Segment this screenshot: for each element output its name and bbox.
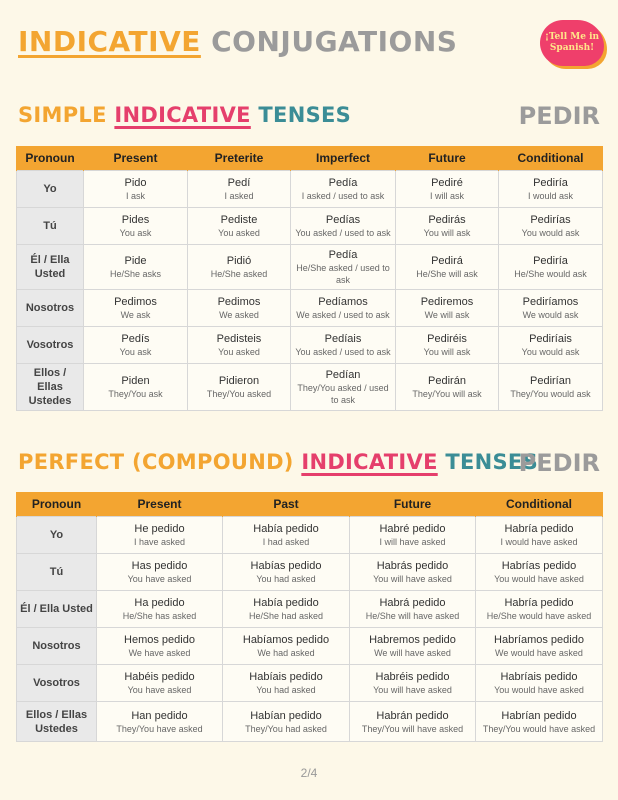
english-translation: He/She asked / used to ask bbox=[296, 263, 390, 285]
english-translation: You will have asked bbox=[373, 574, 452, 584]
spanish-form: Hemos pedido bbox=[124, 634, 195, 646]
english-translation: They/You had asked bbox=[245, 723, 327, 734]
english-translation: You would ask bbox=[521, 347, 580, 357]
conjugation-cell bbox=[97, 591, 223, 628]
spanish-form: Pedimos bbox=[217, 296, 261, 308]
conjugation-cell bbox=[223, 517, 350, 554]
conjugation-cell bbox=[350, 665, 476, 702]
perfect-title-word1: PERFECT (COMPOUND) bbox=[18, 450, 294, 474]
spanish-form: Pido bbox=[124, 177, 147, 189]
english-translation: They/You will have asked bbox=[361, 723, 464, 734]
spanish-form: Habréis pedido bbox=[375, 671, 450, 683]
conjugation-cell bbox=[396, 327, 499, 364]
conjugation-cell bbox=[396, 245, 499, 290]
conjugation-cell bbox=[223, 702, 350, 742]
spanish-form: Pedisteis bbox=[216, 333, 262, 345]
table-header-row bbox=[17, 146, 603, 171]
conjugation-cell bbox=[350, 517, 476, 554]
conjugation-cell bbox=[499, 171, 603, 208]
page-title bbox=[18, 22, 457, 62]
english-translation: You have asked bbox=[127, 685, 192, 695]
english-translation: We have asked bbox=[128, 648, 191, 658]
simple-title-word2: INDICATIVE bbox=[114, 103, 251, 127]
spanish-form: Pide bbox=[124, 255, 147, 267]
english-translation: You have asked bbox=[127, 574, 192, 584]
pronoun-cell: Tú bbox=[17, 208, 84, 245]
table-row bbox=[17, 591, 603, 628]
english-translation: They/You will ask bbox=[412, 389, 482, 399]
english-translation: We ask bbox=[120, 310, 151, 320]
english-translation: They/You have asked bbox=[116, 723, 203, 734]
spanish-form: Pedirán bbox=[428, 375, 466, 387]
conjugation-cell bbox=[350, 554, 476, 591]
conjugation-cell bbox=[291, 364, 396, 411]
spanish-form: Pides bbox=[121, 214, 150, 226]
spanish-form: Habrían pedido bbox=[501, 709, 577, 722]
english-translation: We asked bbox=[219, 310, 259, 320]
conjugation-cell bbox=[499, 327, 603, 364]
spanish-form: Había pedido bbox=[253, 597, 319, 609]
english-translation: I have asked bbox=[133, 537, 186, 547]
column-header: Conditional bbox=[499, 146, 603, 171]
conjugation-cell bbox=[499, 208, 603, 245]
conjugation-cell bbox=[188, 245, 291, 290]
perfect-title-word2: INDICATIVE bbox=[301, 450, 438, 474]
conjugation-cell bbox=[188, 327, 291, 364]
spanish-form: Pedí bbox=[227, 177, 251, 189]
english-translation: You had asked bbox=[256, 574, 316, 584]
brand-logo-text: ¡Tell Me in Spanish! bbox=[544, 32, 600, 53]
spanish-form: Habéis pedido bbox=[124, 671, 195, 683]
simple-tenses-table bbox=[16, 146, 603, 411]
conjugation-cell bbox=[476, 665, 603, 702]
perfect-title-word3: TENSES bbox=[445, 450, 538, 474]
table-row bbox=[17, 517, 603, 554]
conjugation-cell bbox=[499, 364, 603, 411]
english-translation: You had asked bbox=[256, 685, 316, 695]
english-translation: He/She would ask bbox=[514, 269, 587, 279]
spanish-form: Pediré bbox=[431, 177, 463, 189]
perfect-tenses-table bbox=[16, 492, 603, 742]
spanish-form: Pedirías bbox=[530, 214, 571, 226]
column-header: Conditional bbox=[476, 492, 603, 517]
spanish-form: Había pedido bbox=[253, 523, 319, 535]
english-translation: I had asked bbox=[262, 537, 310, 547]
conjugation-cell bbox=[97, 665, 223, 702]
spanish-form: Habían pedido bbox=[250, 709, 322, 722]
table-row bbox=[17, 554, 603, 591]
spanish-form: Pediremos bbox=[420, 296, 474, 308]
table-header-row bbox=[17, 492, 603, 517]
pronoun-cell: Él / Ella Usted bbox=[17, 245, 84, 290]
perfect-section-title bbox=[18, 447, 538, 477]
column-header: Future bbox=[350, 492, 476, 517]
column-header: Pronoun bbox=[17, 146, 84, 171]
table-row bbox=[17, 171, 603, 208]
conjugation-cell bbox=[188, 364, 291, 411]
english-translation: You will have asked bbox=[373, 685, 452, 695]
spanish-form: Pedíamos bbox=[318, 296, 368, 308]
spanish-form: Habías pedido bbox=[250, 560, 322, 572]
conjugation-cell bbox=[84, 171, 188, 208]
english-translation: You asked bbox=[218, 347, 260, 357]
conjugation-cell bbox=[84, 290, 188, 327]
english-translation: He/She asks bbox=[109, 269, 162, 279]
pronoun-cell: Nosotros bbox=[17, 290, 84, 327]
english-translation: I would ask bbox=[527, 191, 574, 201]
spanish-form: Has pedido bbox=[131, 560, 188, 572]
english-translation: They/You would ask bbox=[510, 389, 591, 399]
spanish-form: Pediréis bbox=[427, 333, 467, 345]
english-translation: You would ask bbox=[521, 228, 580, 238]
english-translation: You ask bbox=[119, 228, 152, 238]
spanish-form: Habrá pedido bbox=[379, 597, 446, 609]
conjugation-cell bbox=[396, 208, 499, 245]
conjugation-cell bbox=[223, 554, 350, 591]
spanish-form: Pedía bbox=[328, 177, 358, 189]
spanish-form: Habríais pedido bbox=[500, 671, 578, 683]
english-translation: You asked / used to ask bbox=[295, 228, 391, 238]
spanish-form: Pediríamos bbox=[522, 296, 579, 308]
simple-verb-label: PEDIR bbox=[518, 102, 600, 130]
english-translation: I asked bbox=[224, 191, 254, 201]
spanish-form: He pedido bbox=[134, 523, 185, 535]
pronoun-cell: Ellos / Ellas Ustedes bbox=[17, 364, 84, 411]
column-header: Present bbox=[97, 492, 223, 517]
spanish-form: Habíais pedido bbox=[249, 671, 323, 683]
english-translation: We would ask bbox=[522, 310, 579, 320]
conjugation-cell bbox=[499, 290, 603, 327]
spanish-form: Habíamos pedido bbox=[242, 634, 330, 646]
table-row bbox=[17, 290, 603, 327]
english-translation: They/You would have asked bbox=[482, 723, 596, 734]
spanish-form: Habré pedido bbox=[379, 523, 446, 535]
spanish-form: Han pedido bbox=[131, 709, 188, 722]
spanish-form: Pediría bbox=[533, 177, 568, 189]
perfect-verb-label: PEDIR bbox=[518, 449, 600, 477]
title-word-conjugations: CONJUGATIONS bbox=[211, 25, 458, 58]
conjugation-cell bbox=[476, 702, 603, 742]
conjugation-cell bbox=[350, 628, 476, 665]
spanish-form: Habría pedido bbox=[504, 523, 574, 535]
spanish-form: Pedía bbox=[328, 249, 358, 261]
conjugation-cell bbox=[188, 171, 291, 208]
column-header: Present bbox=[84, 146, 188, 171]
conjugation-cell bbox=[223, 591, 350, 628]
english-translation: You would have asked bbox=[494, 685, 584, 695]
conjugation-cell bbox=[476, 591, 603, 628]
spanish-form: Pedirían bbox=[530, 375, 571, 387]
spanish-form: Habríamos pedido bbox=[494, 634, 584, 646]
english-translation: You will ask bbox=[423, 228, 471, 238]
conjugation-cell bbox=[476, 628, 603, 665]
english-translation: We will ask bbox=[424, 310, 470, 320]
conjugation-cell bbox=[291, 208, 396, 245]
english-translation: He/She asked bbox=[210, 269, 268, 279]
conjugation-cell bbox=[188, 208, 291, 245]
pronoun-cell: Ellos / Ellas Ustedes bbox=[17, 702, 97, 742]
conjugation-cell bbox=[396, 290, 499, 327]
table-row bbox=[17, 208, 603, 245]
conjugation-cell bbox=[223, 628, 350, 665]
spanish-form: Piden bbox=[121, 375, 150, 387]
english-translation: We asked / used to ask bbox=[296, 310, 390, 320]
spanish-form: Pidió bbox=[226, 255, 252, 267]
conjugation-cell bbox=[476, 554, 603, 591]
pronoun-cell: Tú bbox=[17, 554, 97, 591]
pronoun-cell: Vosotros bbox=[17, 665, 97, 702]
column-header: Future bbox=[396, 146, 499, 171]
column-header: Past bbox=[223, 492, 350, 517]
conjugation-cell bbox=[188, 290, 291, 327]
spanish-form: Pedíais bbox=[324, 333, 362, 345]
english-translation: You asked bbox=[218, 228, 260, 238]
column-header: Pronoun bbox=[17, 492, 97, 517]
english-translation: I would have asked bbox=[500, 537, 578, 547]
spanish-form: Pedimos bbox=[114, 296, 157, 308]
english-translation: We would have asked bbox=[495, 648, 583, 658]
english-translation: I ask bbox=[125, 191, 145, 201]
spanish-form: Pedirás bbox=[428, 214, 466, 226]
spanish-form: Pedís bbox=[121, 333, 150, 345]
spanish-form: Habría pedido bbox=[504, 597, 574, 609]
pronoun-cell: Él / Ella Usted bbox=[17, 591, 97, 628]
conjugation-cell bbox=[84, 245, 188, 290]
english-translation: I asked / used to ask bbox=[301, 191, 385, 201]
conjugation-cell bbox=[396, 364, 499, 411]
spanish-form: Pedías bbox=[325, 214, 361, 226]
english-translation: I will have asked bbox=[379, 537, 446, 547]
pronoun-cell: Vosotros bbox=[17, 327, 84, 364]
english-translation: You asked / used to ask bbox=[295, 347, 391, 357]
conjugation-cell bbox=[291, 245, 396, 290]
pronoun-cell: Yo bbox=[17, 517, 97, 554]
conjugation-cell bbox=[84, 208, 188, 245]
conjugation-cell bbox=[476, 517, 603, 554]
conjugation-cell bbox=[291, 290, 396, 327]
column-header: Preterite bbox=[188, 146, 291, 171]
conjugation-cell bbox=[223, 665, 350, 702]
conjugation-cell bbox=[291, 327, 396, 364]
simple-section-title bbox=[18, 100, 351, 130]
english-translation: He/She would have asked bbox=[486, 611, 592, 621]
conjugation-cell bbox=[350, 702, 476, 742]
spanish-form: Ha pedido bbox=[134, 597, 185, 609]
english-translation: You would have asked bbox=[494, 574, 584, 584]
english-translation: You will ask bbox=[423, 347, 471, 357]
conjugation-cell bbox=[97, 554, 223, 591]
title-word-indicative: INDICATIVE bbox=[18, 25, 201, 58]
conjugation-cell bbox=[350, 591, 476, 628]
english-translation: They/You ask bbox=[108, 389, 163, 399]
column-header: Imperfect bbox=[291, 146, 396, 171]
conjugation-cell bbox=[499, 245, 603, 290]
brand-logo bbox=[540, 20, 604, 66]
english-translation: He/She has asked bbox=[122, 611, 197, 621]
english-translation: He/She will have asked bbox=[365, 611, 460, 621]
table-row bbox=[17, 364, 603, 411]
conjugation-cell bbox=[97, 517, 223, 554]
conjugation-cell bbox=[396, 171, 499, 208]
spanish-form: Habremos pedido bbox=[369, 634, 456, 646]
table-row bbox=[17, 628, 603, 665]
spanish-form: Habrán pedido bbox=[376, 709, 449, 722]
english-translation: He/She will ask bbox=[416, 269, 478, 279]
english-translation: They/You asked bbox=[206, 389, 272, 399]
english-translation: He/She had asked bbox=[248, 611, 324, 621]
spanish-form: Pediría bbox=[533, 255, 568, 267]
spanish-form: Pedirá bbox=[431, 255, 463, 267]
spanish-form: Pediste bbox=[220, 214, 258, 226]
english-translation: I will ask bbox=[429, 191, 464, 201]
english-translation: They/You asked / used to ask bbox=[297, 383, 389, 405]
table-row bbox=[17, 702, 603, 742]
spanish-form: Pediríais bbox=[529, 333, 572, 345]
pronoun-cell: Nosotros bbox=[17, 628, 97, 665]
spanish-form: Pidieron bbox=[218, 375, 260, 387]
page-number: 2/4 bbox=[300, 766, 318, 780]
conjugation-cell bbox=[291, 171, 396, 208]
pronoun-cell: Yo bbox=[17, 171, 84, 208]
conjugation-cell bbox=[97, 702, 223, 742]
simple-title-word1: SIMPLE bbox=[18, 103, 107, 127]
conjugation-cell bbox=[84, 364, 188, 411]
english-translation: You ask bbox=[119, 347, 152, 357]
spanish-form: Habrías pedido bbox=[501, 560, 577, 572]
english-translation: We will have asked bbox=[374, 648, 451, 658]
table-row bbox=[17, 665, 603, 702]
conjugation-cell bbox=[97, 628, 223, 665]
english-translation: We had asked bbox=[257, 648, 315, 658]
table-row bbox=[17, 327, 603, 364]
spanish-form: Habrás pedido bbox=[376, 560, 449, 572]
spanish-form: Pedían bbox=[325, 369, 361, 381]
table-row bbox=[17, 245, 603, 290]
conjugation-cell bbox=[84, 327, 188, 364]
simple-title-word3: TENSES bbox=[258, 103, 352, 127]
